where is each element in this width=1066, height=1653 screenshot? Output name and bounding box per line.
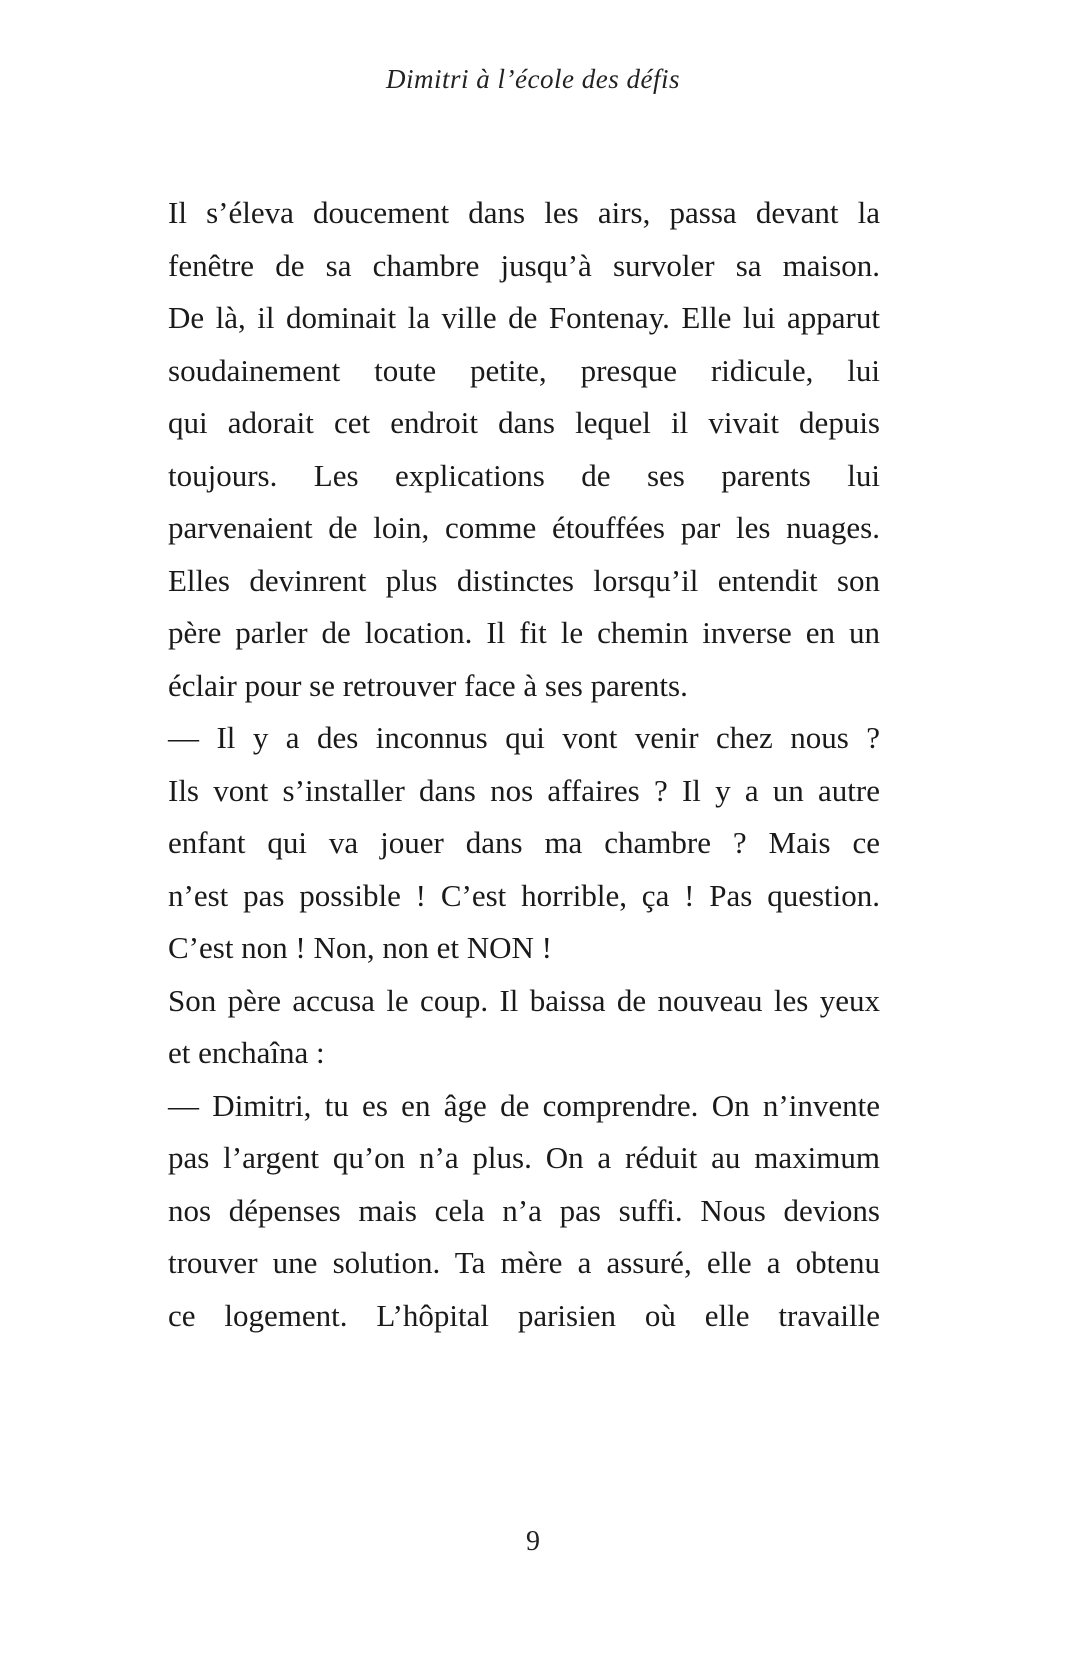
text-line: éclair pour se retrouver face à ses parents. — [168, 667, 688, 703]
text-line: — Dimitri, tu es en âge de comprendre. On n’invente — [168, 1087, 880, 1123]
text-line: qui adorait cet endroit dans lequel il vivait depuis — [168, 405, 880, 440]
text-line: parvenaient de loin, comme étouffées par les nuages. — [168, 510, 880, 545]
text-line: et enchaîna : — [168, 1035, 325, 1070]
text-line: enfant qui va jouer dans ma chambre ? Mais ce — [168, 825, 880, 860]
text-line: pas l’argent qu’on n’a plus. On a réduit au maximum — [168, 1140, 880, 1175]
page-number: 9 — [526, 1526, 540, 1557]
text-line: De là, il dominait la ville de Fontenay. Elle lui apparut — [168, 300, 880, 335]
text-line: soudainement toute petite, presque ridicule, lui — [168, 352, 880, 388]
text-line: C’est non ! Non, non et NON ! — [168, 930, 553, 965]
text-line: Elles devinrent plus distinctes lorsqu’il entendit son — [168, 562, 880, 598]
text-line: — Il y a des inconnus qui vont venir chez nous ? — [168, 720, 880, 755]
text-line: trouver une solution. Ta mère a assuré, elle a obtenu — [168, 1245, 880, 1280]
text-line: Il s’éleva doucement dans les airs, passa devant la — [168, 195, 880, 230]
running-head-title: Dimitri à l’école des défis — [386, 64, 680, 94]
text-line: Son père accusa le coup. Il baissa de nouveau les yeux — [168, 982, 880, 1018]
text-line: nos dépenses mais cela n’a pas suffi. Nous devions — [168, 1192, 880, 1228]
text-line: fenêtre de sa chambre jusqu’à survoler sa maison. — [168, 247, 880, 283]
text-line: Ils vont s’installer dans nos affaires ? Il y a un autre — [168, 772, 880, 808]
text-line: père parler de location. Il fit le chemin inverse en un — [168, 615, 880, 650]
text-line: n’est pas possible ! C’est horrible, ça ! Pas question. — [168, 877, 880, 913]
text-line: toujours. Les explications de ses parents lui — [168, 457, 880, 493]
text-line: ce logement. L’hôpital parisien où elle travaille — [168, 1297, 880, 1333]
body-text — [168, 187, 880, 1342]
